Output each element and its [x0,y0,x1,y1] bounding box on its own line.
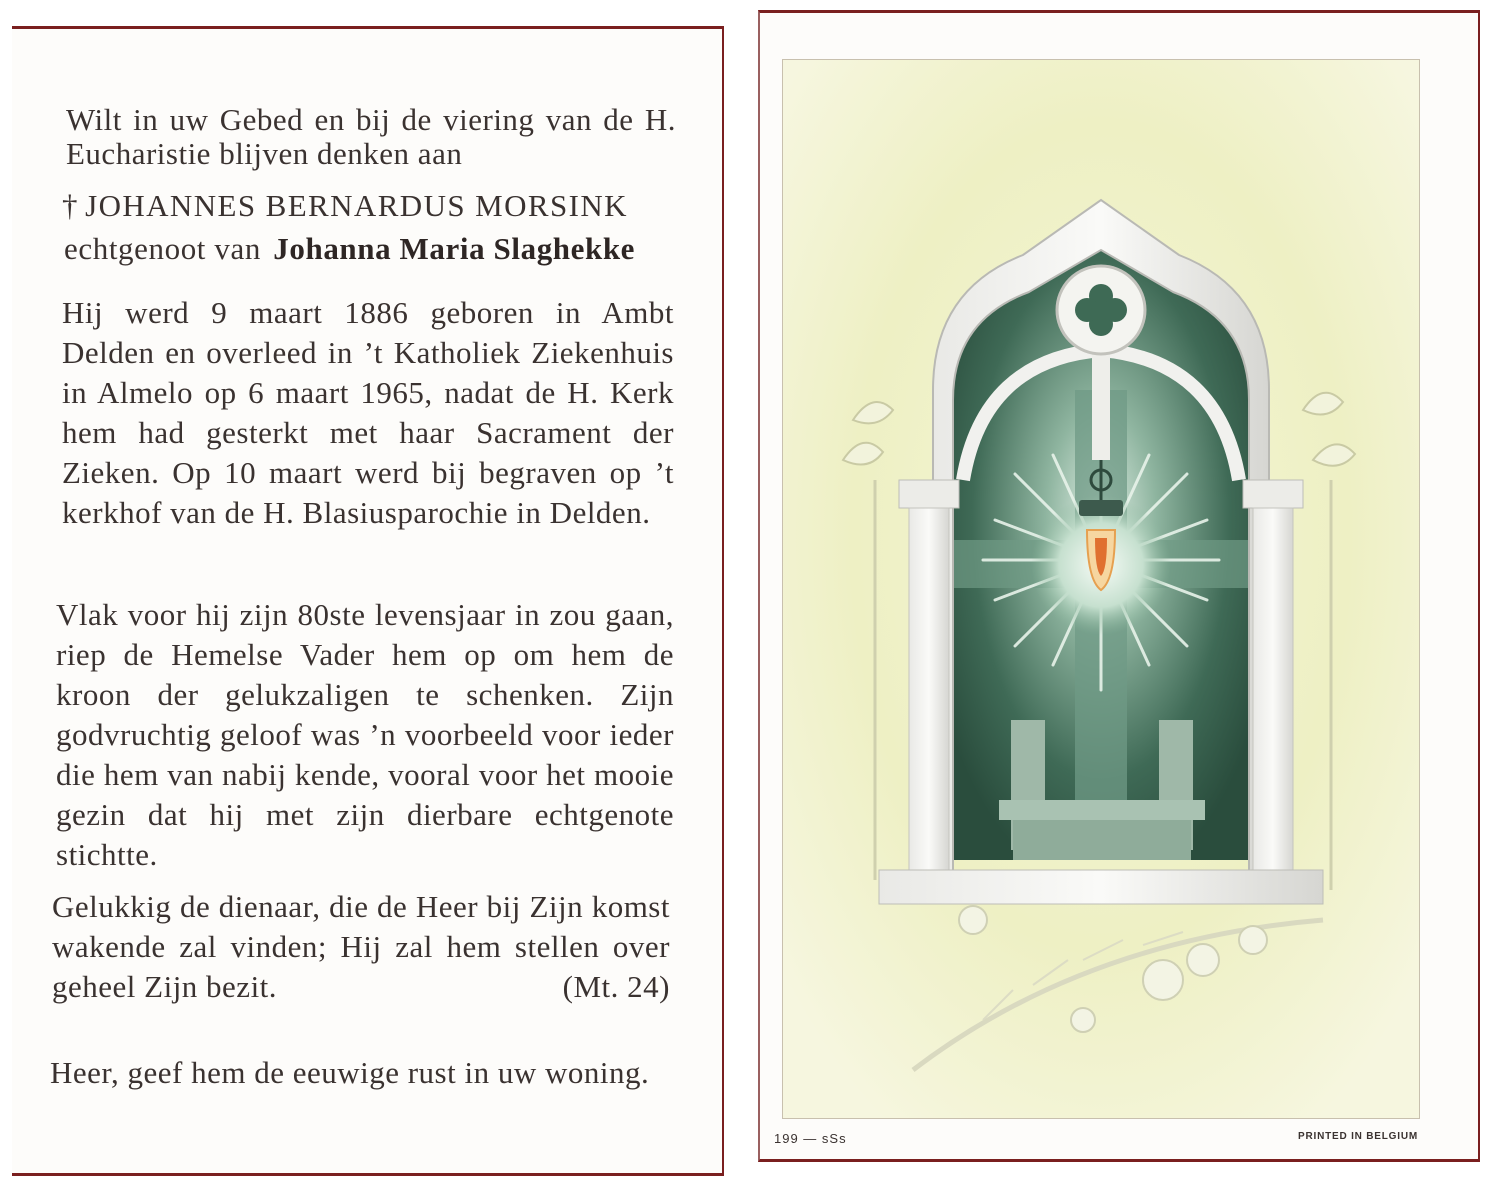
printer-note: PRINTED IN BELGIUM [1298,1131,1418,1142]
intro-text: Wilt in uw Gebed en bij de viering van de H. Eucharistie blijven denken aan [66,102,676,171]
cross-icon: † [62,188,80,223]
scripture-text: Gelukkig de dienaar, die de Heer bij Zijn komst wakende zal vinden; Hij zal hem stellen over geheel Zijn bezit. [52,889,670,1004]
gothic-arch-altar-image [783,60,1419,1118]
memorial-card-image-page [758,10,1480,1162]
prayer-text: Heer, geef hem de eeuwige rust in uw woning. [50,1055,650,1090]
spouse-name: Johanna Maria Slaghekke [273,231,636,266]
deceased-name-line [62,189,690,223]
print-code: 199 — sSs [774,1131,847,1146]
spouse-line [64,232,694,266]
deceased-name: JOHANNES BERNARDUS MORSINK [85,188,628,223]
altar-illustration [782,59,1420,1119]
tribute-paragraph: Vlak voor hij zijn 80ste levensjaar in zou gaan, riep de Hemelse Vader hem op om hem de kroon der gelukzaligen te schenken. Zijn godvruchtig geloof was ’n voorbeeld voor ieder die hem van nabij kende, vooral voor het mooie gezin dat hij met zijn dierbare echtgenote stichtte. [56,597,674,872]
scripture-reference: (Mt. 24) [562,969,670,1004]
biography-paragraph: Hij werd 9 maart 1886 geboren in Ambt Delden en overleed in ’t Katholiek Ziekenhuis in Almelo op 6 maart 1965, nadat de H. Kerk hem had gesterkt met haar Sacrament der Zieken. Op 10 maart werd bij begraven op ’t kerkhof van de H. Blasiusparochie in Delden. [62,295,674,530]
memorial-card-text-page [12,26,724,1176]
scripture-quote [52,887,670,1007]
spouse-prefix: echtgenoot van [64,231,261,266]
